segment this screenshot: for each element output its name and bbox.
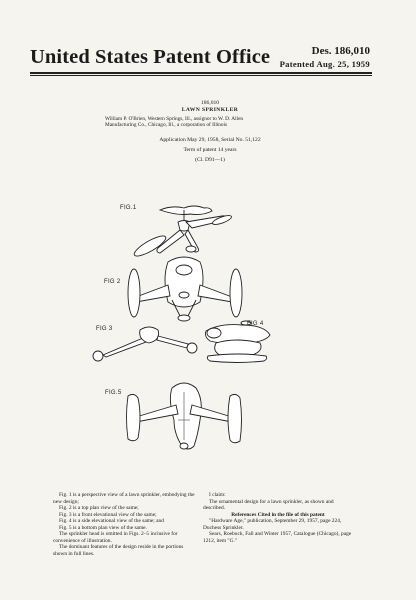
fig3-drawing [93,327,197,361]
description-line: Fig. 5 is a bottom plan view of the same. [59,524,147,531]
description-line: Fig. 2 is a top plan view of the same; [59,505,139,511]
fig1-label: FIG.1 [120,205,137,211]
application-line: Application May 29, 1958, Serial No. 51,122 [159,137,261,143]
description-line: The sprinkler head is omitted in Figs. 2–5 inclusive for convenience of illustration. [53,531,178,544]
patent-office-title: United States Patent Office [30,46,271,68]
patented-date: Patented Aug. 25, 1959 [279,59,370,69]
fig5-label: FIG.5 [105,390,122,396]
reference-item: "Hardware Age," publication, September 29, 1957, page 224, Duchess Sprinkler. [203,518,342,531]
description-line: Fig. 1 is a perspective view of a lawn sprinkler, embodying the new design; [53,492,195,505]
patent-title: LAWN SPRINKLER [181,107,239,113]
fig5-drawing [127,383,242,449]
claim-text: The ornamental design for a lawn sprinkler, as shown and described. [203,498,334,511]
reference-item: Sears, Roebuck, Fall and Winter 1957, Catalogue (Chicago), page 1212, item "G." [203,531,352,544]
fig1-drawing [132,206,233,259]
patent-term: Term of patent 14 years [183,147,237,153]
description-line: Fig. 4 is a side elevational view of the same; and [59,518,164,524]
description-column [53,492,195,557]
fig4-label: FIG 4 [247,321,264,327]
fig2-drawing [128,257,242,321]
design-number: Des. 186,010 [311,45,370,57]
fig4-drawing [206,321,271,363]
inventor-assignee: William P. O'Brien, Western Springs, Ill., assignor to W. D. Allen Manufacturing Co., Chicago, Ill., a corporation of Illinois [105,116,244,129]
fig2-label: FIG 2 [104,279,121,285]
description-line: The dominant features of the design reside in the portions shown in full lines. [53,544,184,557]
claim-heading: I claim: [209,492,226,498]
patent-number: 186,010 [200,100,220,106]
references-heading: References Cited in the file of this patent [231,511,325,518]
fig3-label: FIG 3 [96,326,113,332]
classification: (Cl. D91—1) [195,157,225,163]
claim-column [203,492,353,544]
description-line: Fig. 3 is a front elevational view of the same; [59,511,157,518]
